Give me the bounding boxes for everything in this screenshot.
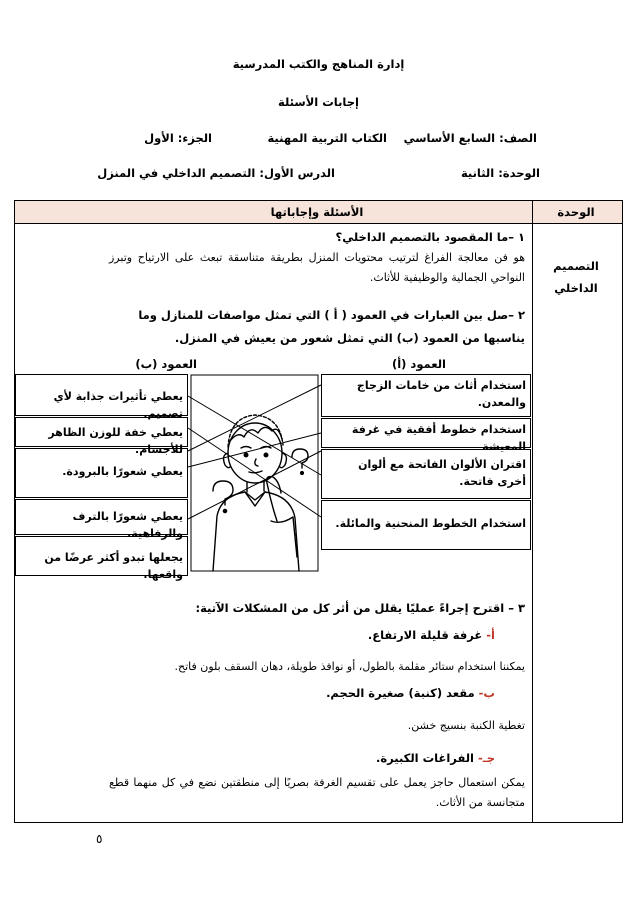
answers-table [14,200,623,823]
q3-b-title [326,686,495,700]
unit-name: التصميم الداخلي [553,259,599,295]
q2-question: ٢ –صل بين العبارات في العمود ( أ ) التي تمثل مواصفات للمنازل وما يناسبها من العمود (ب) التي تمثل شعور من يعيش في المنزل. [138,308,525,345]
part-label: الجزء: الأول [144,131,212,145]
q3-b-title-text: مقعد (كنبة) صغيرة الحجم. [326,686,475,700]
q3-question: ٣ – اقترح إجراءً عمليًا يقلل من أثر كل من المشكلات الآتية: [195,601,525,615]
grade-label: الصف: السابع الأساسي [403,131,537,145]
department-title: إدارة المناهج والكتب المدرسية [232,57,405,71]
q3-b-answer: تغطية الكنبة بنسيج خشن. [407,719,525,732]
col-a-item-2: استخدام خطوط أفقية في غرفة المعيشة [321,418,531,448]
q3-c-letter: جـ- [478,751,495,765]
col-a-item-1: استخدام أثاث من خامات الزجاج والمعدن. [321,374,531,417]
q3-a-title [368,628,495,642]
q3-c-title [376,751,495,765]
column-b-label: العمود (ب) [135,357,197,371]
page-number: ٥ [96,832,103,846]
page-title: إجابات الأسئلة [278,95,359,109]
col-header-unit: الوحدة [557,205,595,219]
col-b-item-5: يجعلها تبدو أكثر عرضًا من واقعها. [15,536,188,576]
q3-b-letter: ب- [478,686,495,700]
book-label: الكتاب التربية المهنية [267,131,387,145]
col-a-item-4: استخدام الخطوط المنحنية والمائلة. [321,500,531,550]
q3-a-title-text: غرفة قليلة الارتفاع. [367,628,483,642]
col-header-qa: الأسئلة وإجاباتها [270,205,364,219]
q3-a-letter: أ- [486,628,495,642]
col-b-item-1: يعطي تأثيرات جذابة لأي تصميم. [15,374,188,416]
column-a-label: العمود (أ) [391,357,446,371]
q3-c-answer: يمكن استعمال حاجز يعمل على تقسيم الغرفة بصريًا إلى منطقتين نضع في كل منهما قطع متجانسة من الأثاث. [109,776,525,809]
q3-a-answer: يمكننا استخدام ستائر مقلمة بالطول، أو نوافذ طويلة، دهان السقف بلون فاتح. [174,660,525,673]
col-a-item-3: اقتران الألوان الفاتحة مع ألوان أخرى فاتحة. [321,449,531,499]
matching-diagram [15,371,535,581]
unit-label: الوحدة: الثانية [460,166,540,180]
lesson-label: الدرس الأول: التصميم الداخلي في المنزل [97,166,335,180]
col-b-item-2: يعطي خفة للوزن الظاهر للأجسام. [15,417,188,447]
q3-c-title-text: الفراغات الكبيرة. [375,751,474,765]
col-b-item-3: يعطي شعورًا بالبرودة. [15,448,188,498]
q1-question: ١ –ما المقصود بالتصميم الداخلي؟ [335,230,525,244]
col-b-item-4: يعطي شعورًا بالترف والرفاهية. [15,499,188,535]
q1-answer: هو فن معالجة الفراغ لترتيب محتويات المنزل بطريقة متناسقة تبعث على الارتياح وتبرز النواحي الجمالية والوظيفية للأثاث. [109,251,525,284]
